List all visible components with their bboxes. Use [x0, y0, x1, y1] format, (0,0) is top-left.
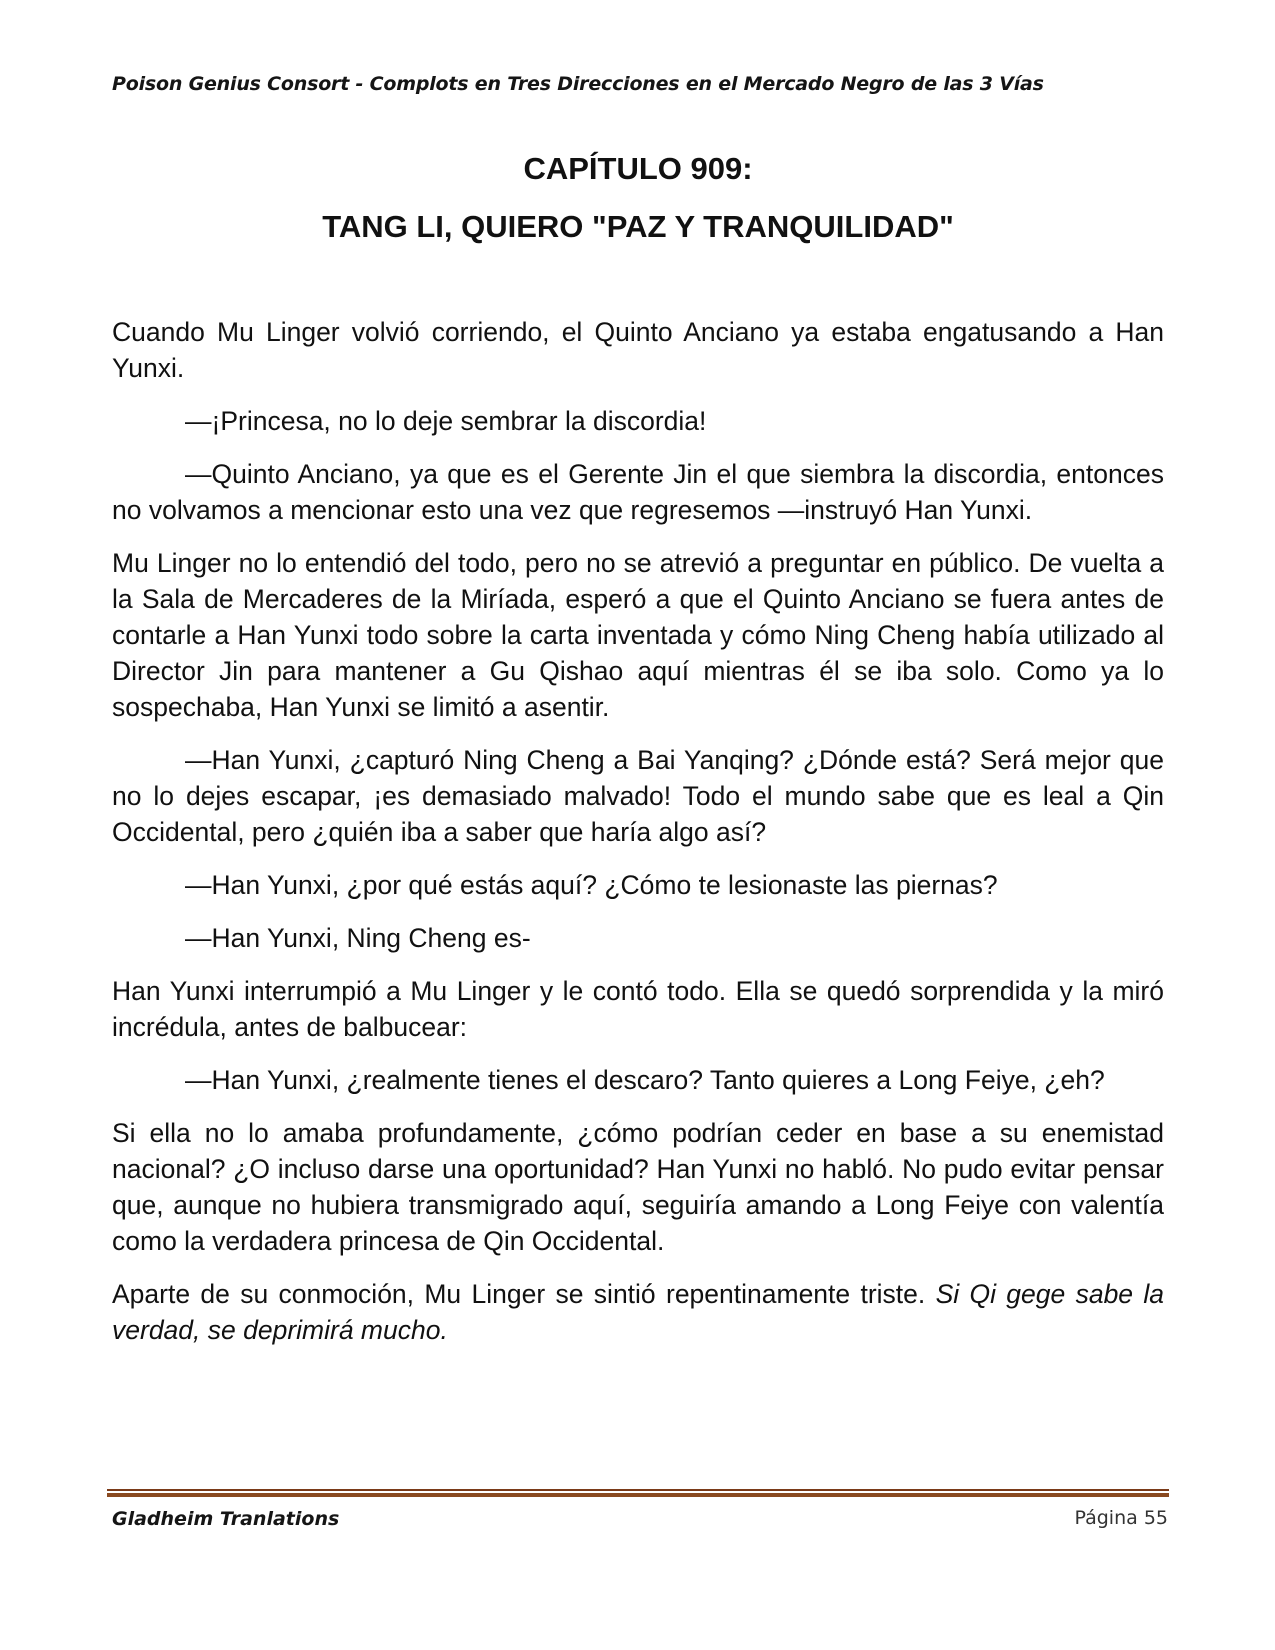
dialogue-paragraph: —Han Yunxi, ¿capturó Ning Cheng a Bai Yanqing? ¿Dónde está? Será mejor que no lo dejes escapar, ¡es demasiado malvado! Todo el mundo sabe que es leal a Qin Occidental, pero ¿quién iba a saber que haría algo así? [112, 745, 1164, 847]
footer-divider-thin-line [107, 1489, 1169, 1491]
dialogue-paragraph: —¡Princesa, no lo deje sembrar la discordia! [185, 406, 707, 436]
last-paragraph-italic-thought: Si Qi gege sabe la verdad, se deprimirá mucho. [112, 1279, 1165, 1345]
paragraph: Si ella no lo amaba profundamente, ¿cómo podrían ceder en base a su enemistad nacional? ¿O incluso darse una oportunidad? Han Yunxi no habló. No pudo evitar pensar que, aunque no hubiera transmigrado aquí, seguiría amando a Long Feiye con valentía como la verdadera princesa de Qin Occidental. [112, 1118, 1164, 1256]
running-header: Poison Genius Consort - Complots en Tres Direcciones en el Mercado Negro de las 3 Vías [112, 73, 1044, 95]
dialogue-paragraph: —Han Yunxi, ¿por qué estás aquí? ¿Cómo te lesionaste las piernas? [185, 870, 998, 900]
chapter-title: TANG LI, QUIERO "PAZ Y TRANQUILIDAD" [322, 209, 954, 244]
dialogue-paragraph: —Quinto Anciano, ya que es el Gerente Jin el que siembra la discordia, entonces no volvamos a mencionar esto una vez que regresemos —instruyó Han Yunxi. [112, 459, 1164, 525]
paragraph: Mu Linger no lo entendió del todo, pero no se atrevió a preguntar en público. De vuelta a la Sala de Mercaderes de la Miríada, esperó a que el Quinto Anciano se fuera antes de contarle a Han Yunxi todo sobre la carta inventada y cómo Ning Cheng había utilizado al Director Jin para mantener a Gu Qishao aquí mientras él se iba solo. Como ya lo sospechaba, Han Yunxi se limitó a asentir. [112, 548, 1164, 722]
paragraph: Cuando Mu Linger volvió corriendo, el Quinto Anciano ya estaba engatusando a Han Yunxi. [112, 317, 1164, 383]
page-label: Página [1074, 1507, 1138, 1529]
footer-divider [107, 1489, 1169, 1497]
footer-publisher: Gladheim Tranlations [112, 1508, 340, 1530]
page-number-block [1074, 1507, 1168, 1529]
last-paragraph [112, 1276, 1164, 1348]
dialogue-paragraph: —Han Yunxi, Ning Cheng es- [185, 923, 531, 953]
chapter-body [112, 314, 1164, 1365]
dialogue-paragraph: —Han Yunxi, ¿realmente tienes el descaro? Tanto quieres a Long Feiye, ¿eh? [185, 1065, 1105, 1095]
paragraph: Han Yunxi interrumpió a Mu Linger y le contó todo. Ella se quedó sorprendida y la miró incrédula, antes de balbucear: [112, 976, 1164, 1042]
page-number: 55 [1143, 1507, 1168, 1529]
footer-divider-thick-line [107, 1493, 1169, 1497]
last-paragraph-plain: Aparte de su conmoción, Mu Linger se sintió repentinamente triste. [112, 1279, 936, 1309]
chapter-number: CAPÍTULO 909: [523, 151, 753, 186]
